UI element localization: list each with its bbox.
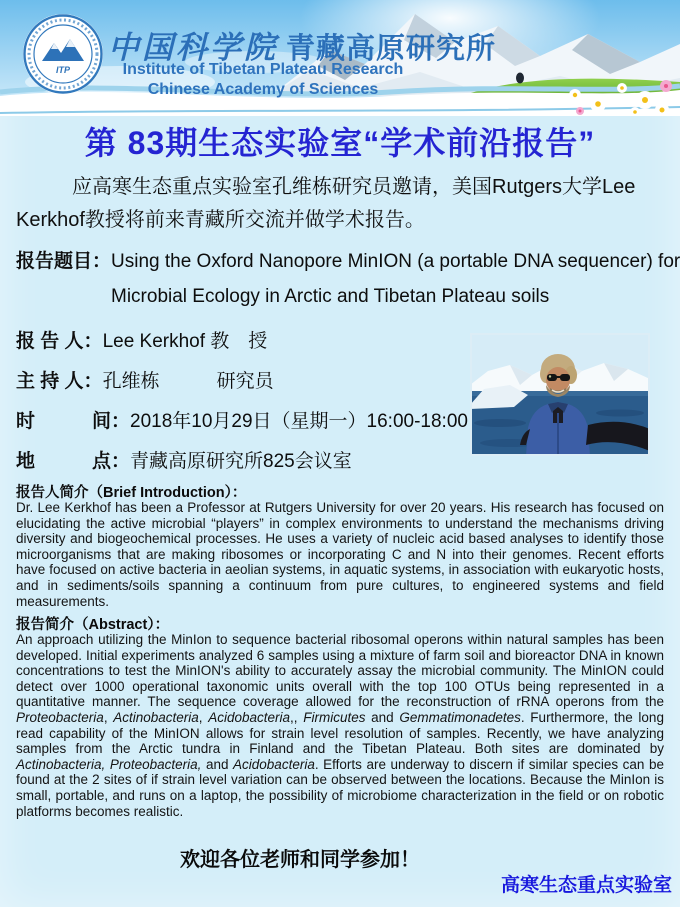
detail-row-topic [16,246,680,286]
detail-row-topic-line2 [16,286,664,326]
speaker-label: 报 告 人： [16,331,103,352]
org-name-en [96,60,430,100]
org-itp-cn: 青藏高原研究所 [286,33,497,65]
org-cas-cn: 中国科学院 [108,30,278,65]
invitation-paragraph: 应高寒生态重点实验室孔维栋研究员邀请，美国Rutgers大学Lee Kerkhof教授将前来青藏所交流并做学术报告。 [16,176,636,231]
topic-label: 报告题目： [16,251,112,272]
time-label: 时 间： [16,411,131,432]
topic-line1: Using the Oxford Nanopore MinION (a portable DNA sequencer) for [111,251,680,272]
speaker-value: Lee Kerkhof 教 授 [102,331,268,352]
time-value: 2018年10月29日（星期一）16:00-18:00 [130,411,468,432]
lab-signature: 高寒生态重点实验室 [500,875,672,896]
welcome-line: 欢迎各位老师和同学参加！ [180,849,420,871]
topic-line2: Microbial Ecology in Arctic and Tibetan Plateau soils [111,286,550,307]
speaker-photo [470,333,650,456]
itp-logo-icon [22,13,104,95]
org-en-line2: Chinese Academy of Sciences [147,81,379,98]
poster-title: 第 83期生态实验室“学术前沿报告” [84,125,596,161]
abstract-heading: 报告简介（Abstract）： [16,617,170,633]
sitting-figure [516,73,524,84]
location-value: 青藏高原研究所825会议室 [130,451,352,472]
host-label: 主 持 人： [16,371,103,392]
host-value: 孔维栋 研究员 [102,371,274,392]
location-label: 地 点： [16,451,131,472]
org-en-line1: Institute of Tibetan Plateau Research [122,61,404,78]
bio-body: Dr. Lee Kerkhof has been a Professor at Rutgers University for over 20 years. His research has focused on elucidating the active microbial “players” in complex environments to understand the mechanisms driving diversity and biogeochemical processes. He uses a variety of nucleic acid based analyses to identify those microorganisms that are making ribosomes or incorporating C and N into their genomes. Recent efforts have focused on active bacteria in aeolian systems, in aquatic systems, in association with eukaryotic hosts, and in sediments/soils spanning a continuum from pure cultures, to engineered systems and field measurements. [16,500,664,609]
bio-heading: 报告人简介（Brief Introduction）： [16,485,247,501]
abstract-body: An approach utilizing the MinIon to sequence bacterial ribosomal operons within natural samples has been developed. Initial experiments analyzed 6 samples using a mixture of farm soil and bioreactor DNA in known concentrations to test the MinION's ability to accurately assay the microbial community. The MinION could detect over 1000 operational taxonomic units overall with the top 100 OTUs being represented in a quantitative manner. The sequence coverage allowed for the reconstruction of rRNA operons from the Proteobacteria, Actinobacteria, Acidobacteria,, Firmicutes and Gemmatimonadetes. Furthermore, the long read capability of the MinION allows for strain level resolution of samples. Recently, we have analyzing samples from the Arctic tundra in Finland and the Tibetan Plateau. Both sites are dominated by Actinobacteria, Proteobacteria, and Acidobacteria. Efforts are underway to discern if similar species can be found at the 2 sites of if strain level variation can be observed between the locations. Because the MinIon is small, portable, and runs on a laptop, the possibility of microbiome characterization in the field or on robotic platforms becomes realistic. [16,632,664,819]
logo-itp-text: ITP [55,65,71,75]
